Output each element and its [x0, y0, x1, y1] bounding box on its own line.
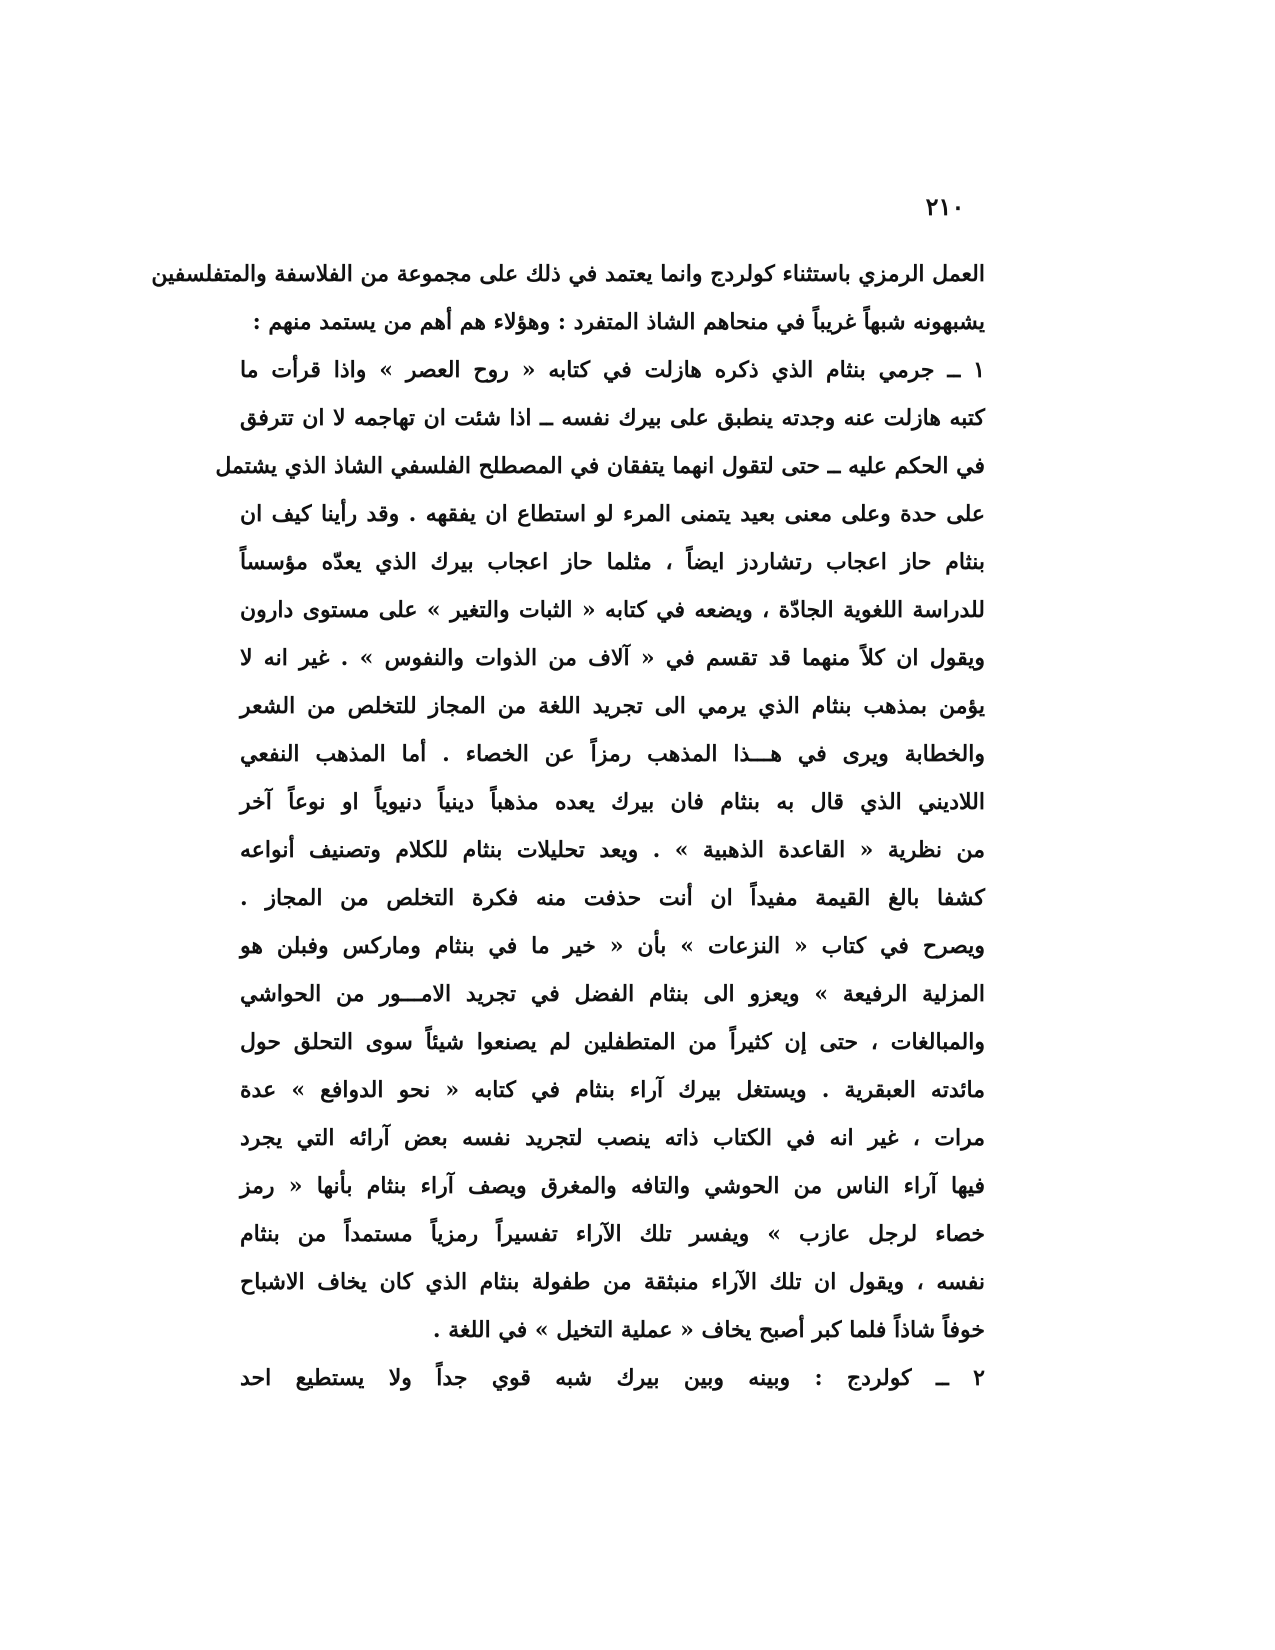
text-line: نفسه ، ويقول ان تلك الآراء منبثقة من طفولة بنثام الذي كان يخاف الاشباح [240, 1269, 985, 1295]
text-line: العمل الرمزي باستثناء كولردج وانما يعتمد في ذلك على مجموعة من الفلاسفة والمتفلسفين [151, 261, 985, 287]
text-line: يشبهونه شبهاً غريباً في منحاهم الشاذ المتفرد : وهؤلاء هم أهم من يستمد منهم : [252, 309, 985, 335]
text-line: من نظرية « القاعدة الذهبية » . ويعد تحليلات بنثام للكلام وتصنيف أنواعه [240, 837, 985, 863]
text-line: ١ ــ جرمي بنثام الذي ذكره هازلت في كتابه « روح العصر » واذا قرأت ما [240, 357, 985, 383]
page-number: ٢١٠ [925, 192, 965, 221]
text-line: والمبالغات ، حتى إن كثيراً من المتطفلين لم يصنعوا شيئاً سوى التحلق حول [240, 1029, 985, 1055]
text-line: فيها آراء الناس من الحوشي والتافه والمغرق ويصف آراء بنثام بأنها « رمز [240, 1173, 985, 1199]
text-line: للدراسة اللغوية الجادّة ، ويضعه في كتابه « الثبات والتغير » على مستوى دارون [240, 597, 985, 623]
text-line: خصاء لرجل عازب » ويفسر تلك الآراء تفسيراً رمزياً مستمداً من بنثام [240, 1221, 985, 1247]
text-line: يؤمن بمذهب بنثام الذي يرمي الى تجريد اللغة من المجاز للتخلص من الشعر [240, 693, 985, 719]
text-line: اللاديني الذي قال به بنثام فان بيرك يعده مذهباً دينياً دنيوياً او نوعاً آخر [240, 789, 985, 815]
text-line: على حدة وعلى معنى بعيد يتمنى المرء لو استطاع ان يفقهه . وقد رأينا كيف ان [240, 501, 985, 527]
text-line: بنثام حاز اعجاب رتشاردز ايضاً ، مثلما حاز اعجاب بيرك الذي يعدّه مؤسساً [240, 549, 985, 575]
text-line: ٢ ــ كولردج : وبينه وبين بيرك شبه قوي جداً ولا يستطيع احد [240, 1365, 985, 1391]
text-line: المزلية الرفيعة » ويعزو الى بنثام الفضل في تجريد الامـــور من الحواشي [240, 981, 985, 1007]
text-line: خوفاً شاذاً فلما كبر أصبح يخاف « عملية التخيل » في اللغة . [432, 1317, 985, 1343]
text-line: والخطابة ويرى في هـــذا المذهب رمزاً عن الخصاء . أما المذهب النفعي [240, 741, 986, 767]
text-line: في الحكم عليه ــ حتى لتقول انهما يتفقان في المصطلح الفلسفي الشاذ الذي يشتمل [215, 453, 985, 479]
body-text [151, 250, 986, 1402]
text-line: كشفا بالغ القيمة مفيداً ان أنت حذفت منه فكرة التخلص من المجاز . [240, 885, 985, 911]
text-line: ويقول ان كلاً منهما قد تقسم في « آلاف من الذوات والنفوس » . غير انه لا [240, 645, 985, 671]
text-line: كتبه هازلت عنه وجدته ينطبق على بيرك نفسه ــ اذا شئت ان تهاجمه لا ان تترفق [240, 405, 985, 431]
text-line: مائدته العبقرية . ويستغل بيرك آراء بنثام في كتابه « نحو الدوافع » عدة [240, 1077, 985, 1103]
text-line: ويصرح في كتاب « النزعات » بأن « خير ما في بنثام وماركس وفبلن هو [240, 933, 985, 959]
text-line: مرات ، غير انه في الكتاب ذاته ينصب لتجريد نفسه بعض آرائه التي يجرد [240, 1125, 985, 1151]
